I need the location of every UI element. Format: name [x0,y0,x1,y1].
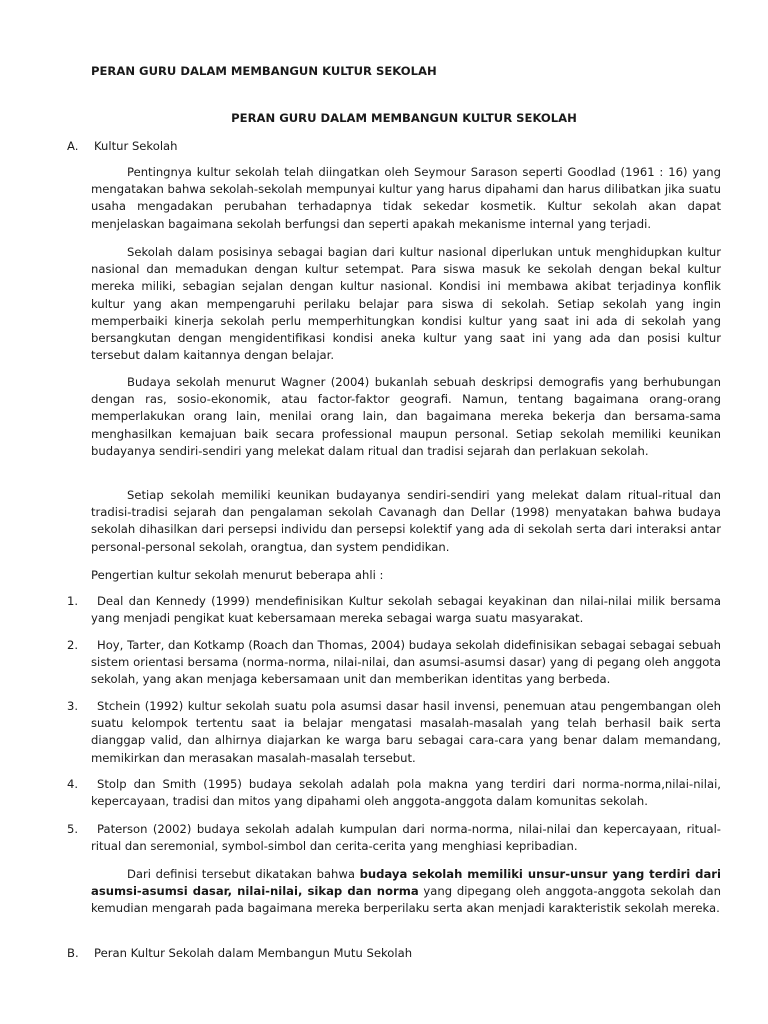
definitions-intro: Pengertian kultur sekolah menurut beberapa ahli : [91,568,384,582]
section-a-letter: A. [67,139,79,153]
section-b-label: Peran Kultur Sekolah dalam Membangun Mutu Sekolah [94,946,413,960]
conclusion-text-bold: budaya sekolah memiliki unsur-unsur yang terdiri dari asumsi-asumsi dasar, nilai-nilai, sikap dan norma [91,867,721,899]
definition-number: 3. [67,699,79,713]
section-a-label: Kultur Sekolah [94,139,178,153]
definition-text: Deal dan Kennedy (1999) mendefinisikan Kultur sekolah sebagai keyakinan dan nilai-nilai milik bersama yang menjadi pengikat kuat kebersamaan mereka sebagai warga suatu masyarakat. [91,594,721,626]
conclusion-text-after: yang dipegang oleh anggota-anggota sekolah dan kemudian mengarah pada bagaimana mereka berperilaku serta akan menjadi karakteristik sekolah mereka. [91,884,722,916]
definition-item-2 [67,637,721,689]
paragraph-4: Setiap sekolah memiliki keunikan budayanya sendiri-sendiri yang melekat dalam ritual-ritual dan tradisi-tradisi sejarah dan pengalaman sekolah Cavanagh dan Dellar (1998) menyatakan bahwa budaya sekolah dihasilkan dari persepsi individu dan persepsi kolektif yang ada di sekolah serta dari interaksi antar personal-personal sekolah, orangtua, dan system pendidikan. [91,488,721,554]
definition-text: Hoy, Tarter, dan Kotkamp (Roach dan Thomas, 2004) budaya sekolah didefinisikan sebagai sebagai sebuah sistem orientasi bersama (norma-norma, nilai-nilai, dan asumsi-asumsi dasar) yang di pegang oleh anggota sekolah, yang akan menjaga kebersamaan unit dan memberikan identitas yang berbeda. [91,638,721,687]
definition-item-5 [67,821,721,855]
document-header: PERAN GURU DALAM MEMBANGUN KULTUR SEKOLAH [91,64,437,78]
definition-text: Stchein (1992) kultur sekolah suatu pola asumsi dasar hasil invensi, penemuan atau pengembangan oleh suatu kelompok tertentu saat ia belajar mengatasi masalah-masalah yang telah berhasil baik serta dianggap valid, dan alhirnya diajarkan ke warga baru sebagai cara-cara yang benar dalam memandang, memikirkan dan merasakan masalah-masalah tersebut. [91,699,721,765]
page-title: PERAN GURU DALAM MEMBANGUN KULTUR SEKOLAH [231,111,577,125]
definition-text: Stolp dan Smith (1995) budaya sekolah adalah pola makna yang terdiri dari norma-norma,nilai-nilai, kepercayaan, tradisi dan mitos yang dipahami oleh anggota-anggota dalam komunitas sekolah. [91,777,721,809]
definition-number: 4. [67,777,79,791]
definition-item-1 [67,593,721,627]
conclusion-text-before: Dari definisi tersebut dikatakan bahwa [127,867,360,881]
definition-number: 2. [67,638,79,652]
section-b-letter: B. [67,946,79,960]
section-b-heading [67,946,412,960]
definition-item-3 [67,698,721,767]
paragraph-2: Sekolah dalam posisinya sebagai bagian dari kultur nasional diperlukan untuk menghidupkan kultur nasional dan memadukan dengan kultur setempat. Para siswa masuk ke sekolah dengan bekal kultur mereka miliki, sebagian sejalan dengan kultur nasional. Kondisi ini membawa akibat terjadinya konflik kultur yang akan mempengaruhi perilaku belajar para siswa di sekolah. Setiap sekolah yang ingin memperbaiki kinerja sekolah perlu memperhitungkan kondisi kultur yang saat ini ada di sekolah yang bersangkutan dengan mengidentifikasi kondisi aneka kultur yang saat ini yang ada dan posisi kultur tersebut dalam kaitannya dengan belajar. [91,245,721,363]
definition-number: 1. [67,594,79,608]
definition-text: Paterson (2002) budaya sekolah adalah kumpulan dari norma-norma, nilai-nilai dan kepercayaan, ritual-ritual dan seremonial, symbol-simbol dan cerita-cerita yang menghiasi kepribadian. [91,822,721,854]
paragraph-1: Pentingnya kultur sekolah telah diingatkan oleh Seymour Sarason seperti Goodlad (1961 : 16) yang mengatakan bahwa sekolah-sekolah mempunyai kultur yang harus dipahami dan harus dilibatkan jika suatu usaha mengadakan perubahan terhadapnya tidak sekedar kosmetik. Kultur sekolah akan dapat menjelaskan bagaimana sekolah berfungsi dan seperti apakah mekanisme internal yang terjadi. [91,165,721,231]
section-a-heading [67,139,178,153]
conclusion-paragraph [91,866,721,918]
paragraph-3: Budaya sekolah menurut Wagner (2004) bukanlah sebuah deskripsi demografis yang berhubungan dengan ras, sosio-ekonomik, atau factor-faktor geografi. Namun, tentang bagaimana orang-orang memperlakukan orang lain, menilai orang lain, dan bagaimana mereka bekerja dan bersama-sama menghasilkan kemajuan baik secara professional maupun personal. Setiap sekolah memiliki keunikan budayanya sendiri-sendiri yang melekat dalam ritual dan tradisi sejarah dan perlakuan sekolah. [91,375,721,458]
definition-number: 5. [67,822,79,836]
definition-item-4 [67,776,721,810]
